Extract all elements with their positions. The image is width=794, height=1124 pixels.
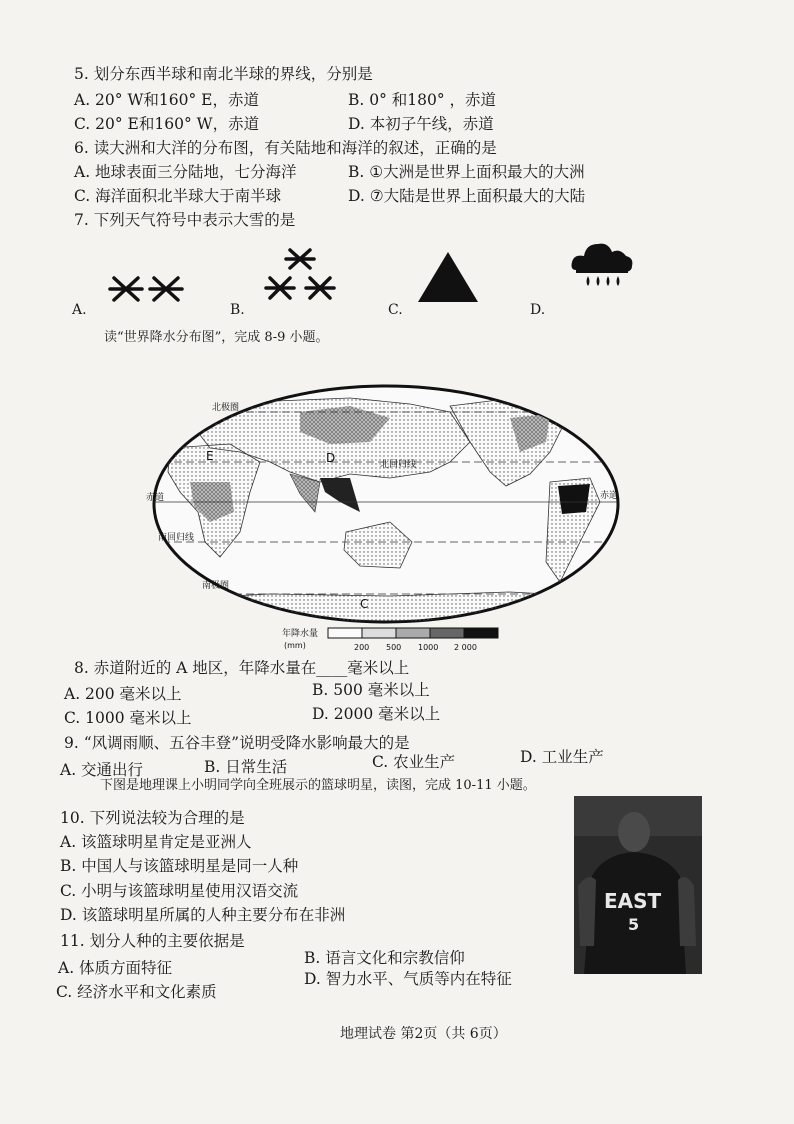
map-label-equator-right: 赤道 (600, 491, 619, 501)
q7-stem: 7. 下列天气符号中表示大雪的是 (74, 211, 296, 229)
map-label-equator-left: 赤道 (146, 493, 165, 503)
precipitation-legend (282, 626, 512, 654)
map-label-a: A (568, 486, 578, 502)
map-label-tropic-cancer: 北回归线 (380, 460, 417, 470)
q9-option-b: B. 日常生活 (204, 758, 288, 776)
rain-cloud-symbol-icon (568, 236, 636, 296)
q5-stem: 5. 划分东西半球和南北半球的界线，分别是 (74, 65, 373, 83)
map-label-south-polar: 南极圈 (202, 581, 230, 591)
snow-three-symbol-icon (262, 246, 342, 306)
page-footer: 地理试卷 第2页（共 6页） (340, 1026, 507, 1042)
q8-option-a: A. 200 毫米以上 (64, 685, 182, 703)
q10-option-c: C. 小明与该篮球明星使用汉语交流 (60, 882, 299, 900)
map-label-north-polar: 北极圈 (212, 403, 240, 413)
q10-option-b: B. 中国人与该篮球明星是同一人种 (60, 857, 299, 875)
legend-title: 年降水量 (282, 629, 319, 639)
legend-unit: (mm) (284, 641, 306, 650)
q7-option-b: B. (230, 302, 245, 318)
q5-option-c: C. 20° E和160° W，赤道 (74, 115, 260, 133)
q6-stem: 6. 读大洲和大洋的分布图，有关陆地和海洋的叙述，正确的是 (74, 139, 497, 157)
legend-tick-1000: 1000 (418, 643, 439, 652)
q10-option-a: A. 该篮球明星肯定是亚洲人 (60, 833, 252, 851)
q8-option-c: C. 1000 毫米以上 (64, 709, 192, 727)
q11-option-b: B. 语言文化和宗教信仰 (304, 949, 465, 967)
q5-option-b: B. 0° 和180° ，赤道 (348, 91, 497, 109)
q6-option-a: A. 地球表面三分陆地，七分海洋 (74, 163, 297, 181)
world-precipitation-map (146, 382, 622, 626)
q8-option-d: D. 2000 毫米以上 (312, 705, 441, 723)
intro-q10-11: 下图是地理课上小明同学向全班展示的篮球明星，读图，完成 10-11 小题。 (100, 778, 536, 793)
q11-stem: 11. 划分人种的主要依据是 (60, 932, 245, 950)
legend-tick-2000: 2 000 (454, 643, 477, 652)
basketball-player-figure (574, 796, 702, 974)
q10-option-d: D. 该篮球明星所属的人种主要分布在非洲 (60, 906, 346, 924)
map-label-d: D (326, 451, 336, 465)
q9-stem: 9. “风调雨顺、五谷丰登”说明受降水影响最大的是 (64, 734, 410, 752)
hail-triangle-symbol-icon (416, 250, 480, 306)
map-label-e: E (206, 449, 214, 463)
q11-option-a: A. 体质方面特征 (58, 959, 173, 977)
q5-option-d: D. 本初子午线，赤道 (348, 115, 494, 133)
q11-option-c: C. 经济水平和文化素质 (56, 983, 217, 1001)
q11-option-d: D. 智力水平、气质等内在特征 (304, 970, 512, 988)
q10-stem: 10. 下列说法较为合理的是 (60, 809, 245, 827)
jersey-text: EAST (604, 889, 662, 913)
q7-option-c: C. (388, 302, 403, 318)
jersey-number: 5 (628, 915, 640, 934)
legend-tick-500: 500 (386, 643, 402, 652)
q7-option-d: D. (530, 302, 546, 318)
q9-option-a: A. 交通出行 (60, 761, 144, 779)
q6-option-c: C. 海洋面积北半球大于南半球 (74, 187, 282, 205)
q8-option-b: B. 500 毫米以上 (312, 681, 430, 699)
legend-tick-200: 200 (354, 643, 370, 652)
intro-q8-9: 读“世界降水分布图”，完成 8-9 小题。 (104, 330, 329, 345)
q6-option-b: B. ①大洲是世界上面积最大的大洲 (348, 163, 585, 181)
basketball-player-photo (574, 796, 702, 974)
q8-stem: 8. 赤道附近的 A 地区，年降水量在____毫米以上 (74, 659, 410, 677)
q5-option-a: A. 20° W和160° E，赤道 (74, 91, 259, 109)
q9-option-d: D. 工业生产 (520, 748, 604, 766)
q9-option-c: C. 农业生产 (372, 753, 456, 771)
snow-two-symbol-icon (108, 272, 188, 306)
q7-option-a: A. (72, 302, 87, 318)
map-label-tropic-capricorn: 南回归线 (158, 533, 195, 543)
map-label-c: C (360, 597, 369, 611)
q6-option-d: D. ⑦大陆是世界上面积最大的大陆 (348, 187, 586, 205)
